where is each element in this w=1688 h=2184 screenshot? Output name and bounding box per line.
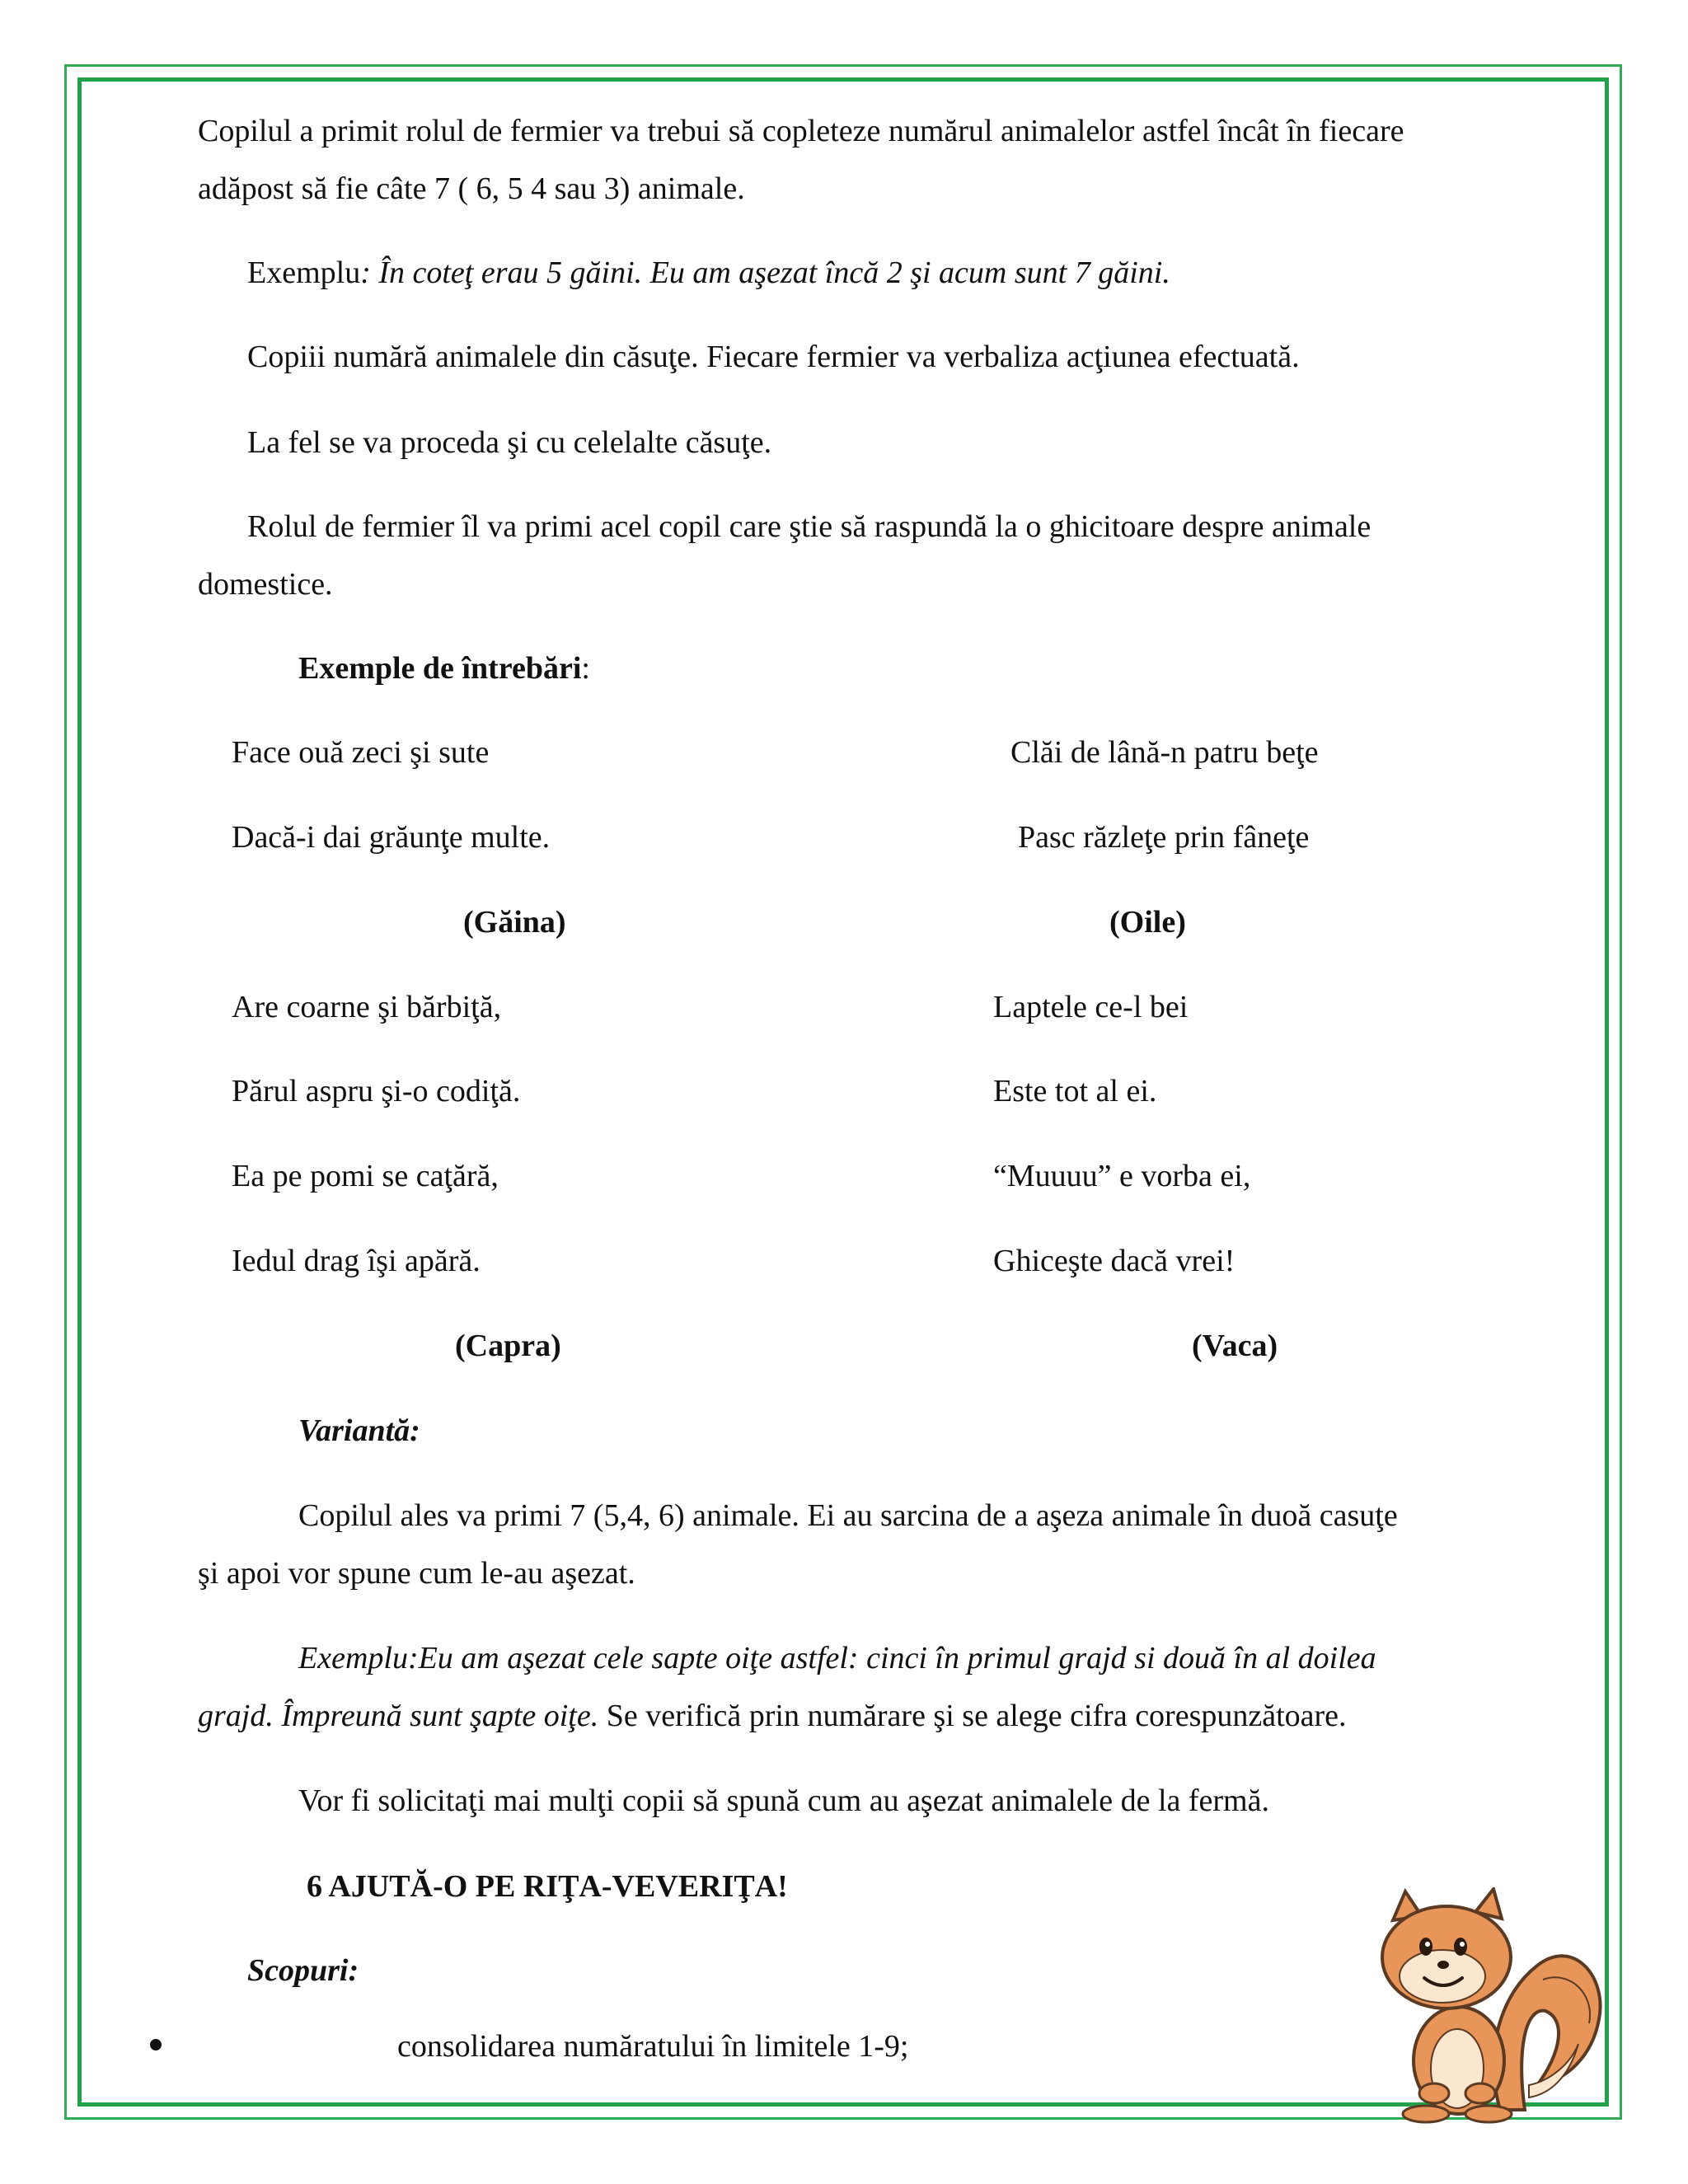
bullet-icon (150, 2039, 162, 2050)
para-role-line-2: domestice. (198, 567, 333, 602)
goal-item: consolidarea număratului în limitele 1-9; (397, 2029, 909, 2064)
variant-heading: Variantă: (298, 1413, 420, 1448)
intro-line-2: adăpost să fie câte 7 ( 6, 5 4 sau 3) animale. (198, 171, 745, 206)
goals-heading: Scopuri: (247, 1953, 359, 1988)
riddle-goat-line-2: Părul aspru şi-o codiţă. (232, 1074, 521, 1108)
intro-line-1: Copilul a primit rolul de fermier va trebui să copleteze numărul animalelor astfel încât în fiecare (198, 114, 1404, 148)
riddle-cow-line-3: “Muuuu” e vorba ei, (993, 1159, 1251, 1193)
example-2-line-2 (198, 1700, 1347, 1732)
riddle-sheep-answer: (Oile) (1109, 905, 1186, 940)
questions-heading-bold: Exemple de întrebări (298, 651, 582, 686)
riddle-goat-answer: (Capra) (455, 1329, 561, 1363)
riddle-hen-line-1: Face ouă zeci şi sute (232, 735, 490, 770)
questions-heading-colon: : (581, 651, 590, 686)
para-same: La fel se va proceda şi cu celelalte căsuţe. (247, 425, 772, 460)
riddle-sheep-line-2: Pasc răzleţe prin fâneţe (1018, 820, 1310, 855)
riddle-cow-line-2: Este tot al ei. (993, 1074, 1157, 1108)
game-6-title: 6 AJUTĂ-O PE RIŢA-VEVERIŢA! (307, 1869, 788, 1904)
riddle-sheep-line-1: Clăi de lână-n patru beţe (1010, 735, 1319, 770)
riddle-hen-answer: (Găina) (463, 905, 566, 940)
riddle-goat-line-1: Are coarne şi bărbiţă, (232, 990, 502, 1024)
example-1 (247, 257, 1170, 288)
para-many: Vor fi solicitaţi mai mulţi copii să spună cum au aşezat animalele de la fermă. (298, 1783, 1269, 1818)
variant-para-line-1: Copilul ales va primi 7 (5,4, 6) animale. Ei au sarcina de a aşeza animale în duoă casuţe (298, 1498, 1398, 1533)
riddle-goat-line-4: Iedul drag îşi apără. (232, 1244, 481, 1278)
riddle-cow-line-4: Ghiceşte dacă vrei! (993, 1244, 1236, 1278)
riddle-goat-line-3: Ea pe pomi se caţără, (232, 1159, 499, 1193)
variant-para-line-2: şi apoi vor spune cum le-au aşezat. (198, 1556, 635, 1591)
squirrel-icon (1360, 1887, 1607, 2126)
riddle-hen-line-2: Dacă-i dai grăunţe multe. (232, 820, 551, 855)
questions-heading (298, 653, 590, 684)
example-2-line-1: Exemplu:Eu am aşezat cele sapte oiţe astfel: cinci în primul grajd si două în al doilea (298, 1641, 1376, 1675)
example-1-label: Exemplu (247, 255, 361, 290)
example-1-text: : În coteţ erau 5 găini. Eu am aşezat încă 2 şi acum sunt 7 găini. (360, 255, 1170, 290)
riddle-cow-line-1: Laptele ce-l bei (993, 990, 1189, 1024)
example-2-italic: grajd. Împreună sunt şapte oiţe. (198, 1699, 599, 1733)
riddle-cow-answer: (Vaca) (1192, 1329, 1278, 1363)
example-2-rest: Se verifică prin numărare şi se alege cifra corespunzătoare. (598, 1699, 1347, 1733)
para-count: Copiii numără animalele din căsuţe. Fiecare fermier va verbaliza acţiunea efectuată. (247, 340, 1300, 374)
para-role-line-1: Rolul de fermier îl va primi acel copil care ştie să raspundă la o ghicitoare despre animale (247, 509, 1372, 544)
